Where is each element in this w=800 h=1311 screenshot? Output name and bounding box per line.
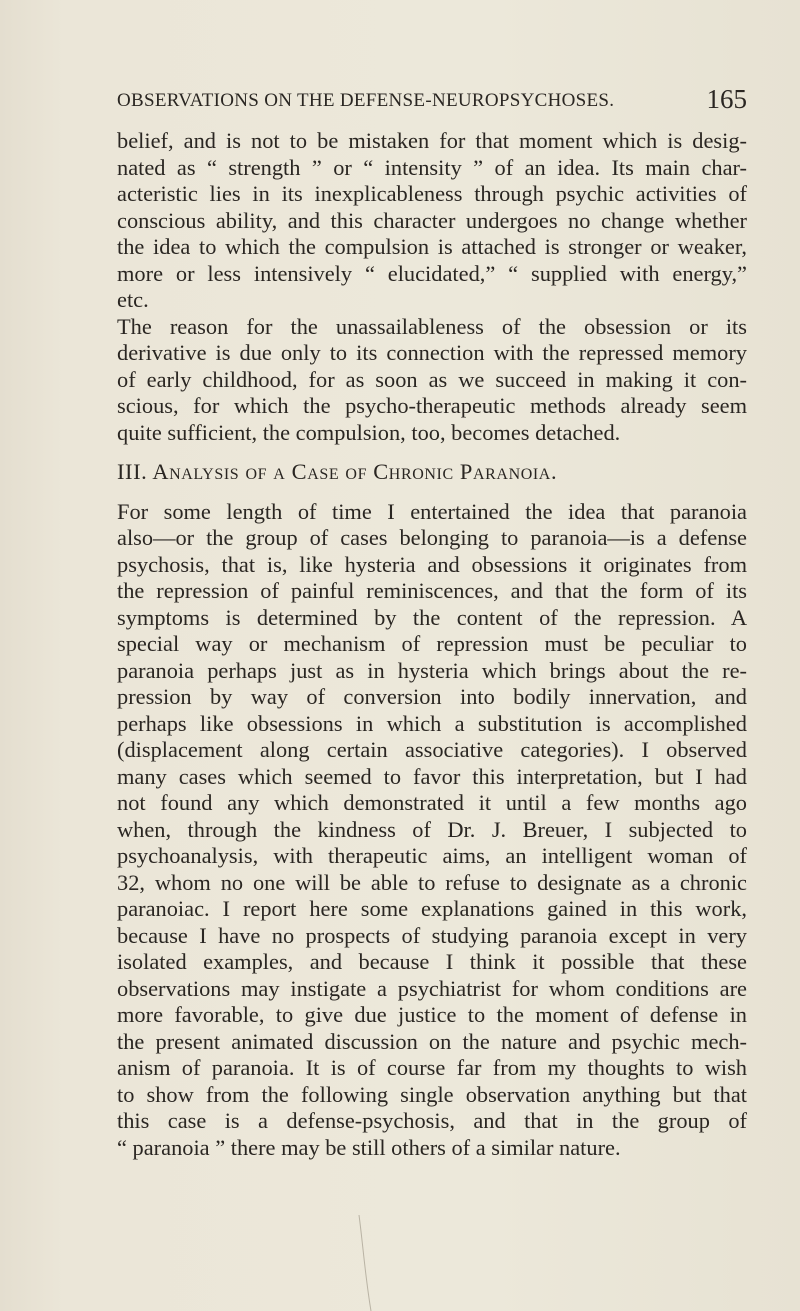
text-line: special way or mechanism of repression must be peculiar to bbox=[117, 631, 747, 656]
text-line: because I have no prospects of studying paranoia except in very bbox=[117, 922, 747, 948]
text-line: etc. bbox=[117, 287, 149, 312]
section-heading: III. Analysis of a Case of Chronic Paranoia. bbox=[117, 459, 558, 484]
text-line: derivative is due only to its connection with the repressed memory bbox=[117, 340, 747, 365]
text-line: psychosis, that is, like hysteria and obsessions it originates from bbox=[117, 551, 747, 577]
text-line: observations may instigate a psychiatrist for whom conditions are bbox=[117, 975, 747, 1001]
text-line: For some length of time I entertained the idea that paranoia bbox=[117, 498, 747, 524]
paper-crease bbox=[357, 1215, 373, 1311]
text-line: of early childhood, for as soon as we succeed in making it con- bbox=[117, 366, 747, 392]
text-line: not found any which demonstrated it until a few months ago bbox=[117, 790, 747, 815]
paragraph-1 bbox=[117, 128, 747, 314]
text-line: (displacement along certain associative categories). I observed bbox=[117, 737, 747, 762]
paragraph-3 bbox=[117, 499, 747, 1162]
text-line: conscious ability, and this character undergoes no change whether bbox=[117, 207, 747, 233]
text-line: when, through the kindness of Dr. J. Breuer, I subjected to bbox=[117, 816, 747, 842]
text-line: more or less intensively “ elucidated,” “ supplied with energy,” bbox=[117, 260, 747, 286]
text-line: paranoia perhaps just as in hysteria which brings about the re- bbox=[117, 657, 747, 683]
text-line: the idea to which the compulsion is attached is stronger or weaker, bbox=[117, 234, 747, 259]
text-line: the present animated discussion on the nature and psychic mech- bbox=[117, 1028, 747, 1054]
text-line: paranoiac. I report here some explanations gained in this work, bbox=[117, 896, 747, 921]
paragraph-2 bbox=[117, 314, 747, 447]
text-line: quite sufficient, the compulsion, too, becomes detached. bbox=[117, 419, 621, 445]
text-line: 32, whom no one will be able to refuse to designate as a chronic bbox=[117, 869, 747, 895]
text-line: to show from the following single observation anything but that bbox=[117, 1081, 747, 1107]
text-line: acteristic lies in its inexplicableness through psychic activities of bbox=[117, 181, 747, 206]
text-line: pression by way of conversion into bodily innervation, and bbox=[117, 684, 747, 709]
text-line: belief, and is not to be mistaken for that moment which is desig- bbox=[117, 128, 747, 153]
text-line: more favorable, to give due justice to the moment of defense in bbox=[117, 1002, 747, 1027]
page-number: 165 bbox=[706, 84, 747, 114]
body-text bbox=[117, 128, 747, 1161]
running-head-title: OBSERVATIONS ON THE DEFENSE-NEUROPSYCHOSES. bbox=[117, 90, 615, 111]
text-line: this case is a defense-psychosis, and that in the group of bbox=[117, 1108, 747, 1133]
text-line: the repression of painful reminiscences, and that the form of its bbox=[117, 578, 747, 603]
text-line: nated as “ strength ” or “ intensity ” of an idea. Its main char- bbox=[117, 154, 747, 180]
text-line: symptoms is determined by the content of the repression. A bbox=[117, 604, 747, 630]
text-line: also—or the group of cases belonging to paranoia—is a defense bbox=[117, 525, 747, 550]
text-line: isolated examples, and because I think it possible that these bbox=[117, 949, 747, 974]
text-line: scious, for which the psycho-therapeutic methods already seem bbox=[117, 393, 747, 418]
text-line: “ paranoia ” there may be still others of a similar nature. bbox=[117, 1134, 621, 1160]
text-line: anism of paranoia. It is of course far from my thoughts to wish bbox=[117, 1055, 747, 1080]
running-head bbox=[117, 84, 747, 114]
text-line: The reason for the unassailableness of the obsession or its bbox=[117, 313, 747, 339]
text-line: many cases which seemed to favor this interpretation, but I had bbox=[117, 763, 747, 789]
text-line: perhaps like obsessions in which a substitution is accomplished bbox=[117, 710, 747, 736]
text-line: psychoanalysis, with therapeutic aims, an intelligent woman of bbox=[117, 843, 747, 868]
